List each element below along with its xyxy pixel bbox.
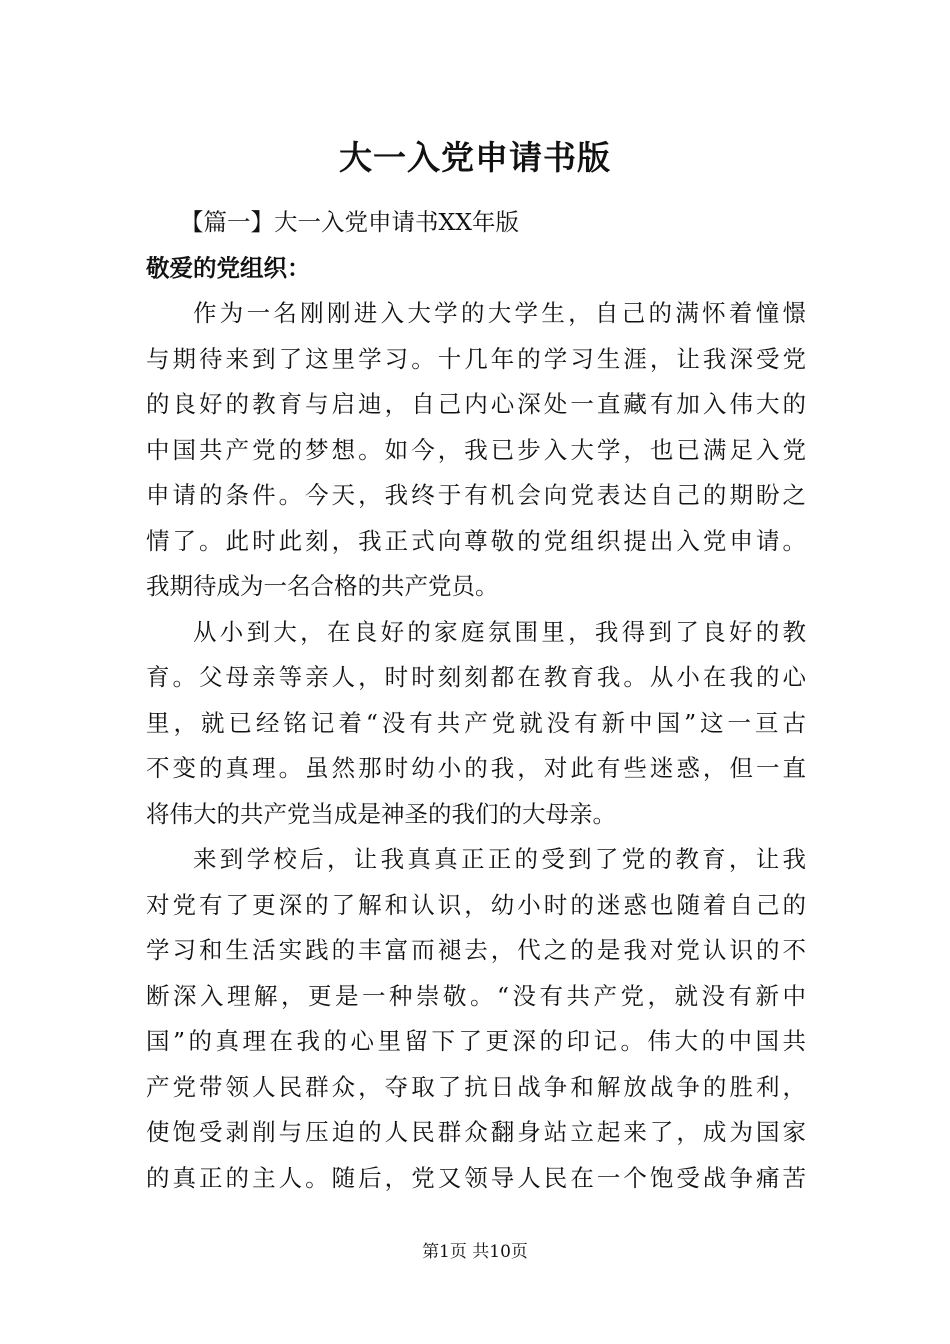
page-number-footer: 第1页 共10页 [422, 1242, 528, 1262]
document-title: 大一入党申请书版 [339, 138, 611, 177]
paragraph-2-line-3: 里，就已经铭记着“没有共产党就没有新中国”这一亘古 [146, 708, 806, 737]
paragraph-3-line-3: 学习和生活实践的丰富而褪去，代之的是我对党认识的不 [146, 936, 806, 964]
paragraph-3-line-5: 国”的真理在我的心里留下了更深的印记。伟大的中国共 [146, 1027, 806, 1055]
document-body [146, 200, 806, 1201]
salutation: 敬爱的党组织： [146, 253, 311, 282]
paragraph-3-line-2: 对党有了更深的了解和认识，幼小时的迷惑也随着自己的 [146, 890, 806, 919]
paragraph-2-line-1: 从小到大，在良好的家庭氛围里，我得到了良好的教 [193, 617, 806, 646]
paragraph-1-line-5: 申请的条件。今天，我终于有机会向党表达自己的期盼之 [146, 481, 806, 509]
paragraph-1-line-6: 情了。此时此刻，我正式向尊敬的党组织提出入党申请。 [146, 526, 806, 555]
paragraph-1-line-1: 作为一名刚刚进入大学的大学生，自己的满怀着憧憬 [193, 299, 806, 327]
document-subtitle: 【篇一】大一入党申请书XX年版 [180, 208, 519, 236]
paragraph-3-line-7: 使饱受剥削与压迫的人民群众翻身站立起来了，成为国家 [146, 1118, 806, 1146]
paragraph-1-line-3: 的良好的教育与启迪，自己内心深处一直藏有加入伟大的 [146, 390, 806, 418]
paragraph-2-line-2: 育。父母亲等亲人，时时刻刻都在教育我。从小在我的心 [146, 663, 806, 691]
paragraph-3-line-1: 来到学校后，让我真真正正的受到了党的教育，让我 [193, 845, 806, 873]
paragraph-2-line-4: 不变的真理。虽然那时幼小的我，对此有些迷惑，但一直 [146, 754, 806, 782]
paragraph-3-line-4: 断深入理解，更是一种崇敬。“没有共产党，就没有新中 [146, 981, 806, 1010]
paragraph-2-line-5: 将伟大的共产党当成是神圣的我们的大母亲。 [146, 799, 616, 828]
paragraph-1-line-2: 与期待来到了这里学习。十几年的学习生涯，让我深受党 [146, 344, 806, 373]
paragraph-1-line-7: 我期待成为一名合格的共产党员。 [146, 572, 499, 600]
paragraph-3-line-6: 产党带领人民群众，夺取了抗日战争和解放战争的胜利， [146, 1072, 806, 1101]
paragraph-1-line-4: 中国共产党的梦想。如今，我已步入大学，也已满足入党 [146, 435, 806, 464]
paragraph-3-line-8: 的真正的主人。随后，党又领导人民在一个饱受战争痛苦 [146, 1163, 806, 1192]
